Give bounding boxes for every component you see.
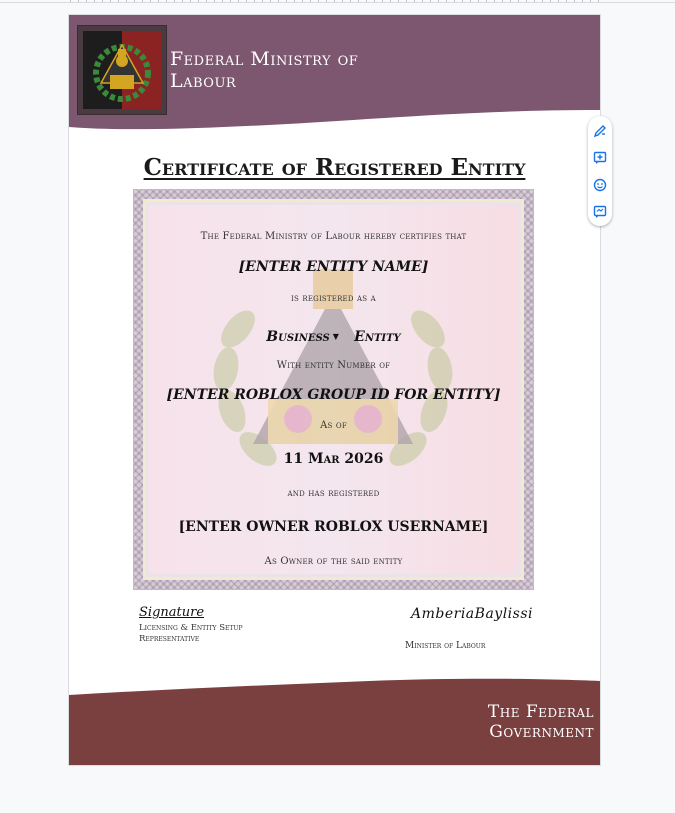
edit-suggest-icon[interactable] [592, 123, 608, 139]
signature-left-role [139, 623, 279, 645]
signature-left-role-line2: Representative [139, 634, 200, 644]
as-of-text: As of [320, 420, 347, 431]
signature-left: Signature [139, 605, 205, 620]
ruler [70, 0, 600, 2]
entity-type-line [133, 326, 534, 345]
document-page[interactable] [68, 14, 601, 766]
and-registered-text: and has registered [287, 488, 380, 499]
add-comment-icon[interactable] [592, 150, 608, 166]
signature-left-role-line1: Licensing & Entity Setup [139, 623, 243, 633]
signature-right-role: Minister of Labour [405, 641, 486, 651]
certificate-title [69, 154, 600, 181]
group-id-field[interactable]: [ENTER ROBLOX GROUP ID FOR ENTITY] [166, 387, 501, 403]
as-owner-text: As Owner of the said entity [264, 556, 403, 567]
footer-title [488, 702, 594, 742]
ministry-title-line1: Federal Ministry of [170, 48, 359, 70]
footer-title-line2: Government [489, 722, 594, 742]
entity-type-value: Business [266, 329, 330, 345]
registered-as-text: is registered as a [291, 293, 376, 304]
certificate-title-text: Certificate of Registered Entity [143, 154, 526, 181]
certifies-text: The Federal Ministry of Labour hereby certifies that [200, 231, 467, 242]
date-field[interactable]: 11 Mar 2026 [283, 451, 384, 467]
entity-name-field[interactable]: [ENTER ENTITY NAME] [238, 259, 429, 275]
signature-right: AmberiaBaylissi [411, 606, 533, 622]
entity-type-dropdown[interactable] [266, 329, 339, 345]
ministry-title [170, 48, 430, 92]
feedback-icon[interactable] [592, 204, 608, 220]
with-number-text: With entity Number of [276, 360, 391, 371]
ministry-title-line2: Labour [170, 70, 237, 92]
coat-of-arms-icon [83, 31, 161, 109]
side-comment-toolbar [588, 116, 612, 226]
chevron-down-icon: ▼ [332, 331, 339, 341]
ministry-emblem [78, 26, 166, 114]
entity-word: Entity [354, 329, 401, 345]
emoji-reaction-icon[interactable] [592, 177, 608, 193]
owner-username-field[interactable]: [ENTER OWNER ROBLOX USERNAME] [178, 519, 489, 535]
certificate-frame [133, 189, 534, 590]
footer-title-line1: The Federal [487, 702, 594, 722]
ruler-line [0, 2, 675, 3]
